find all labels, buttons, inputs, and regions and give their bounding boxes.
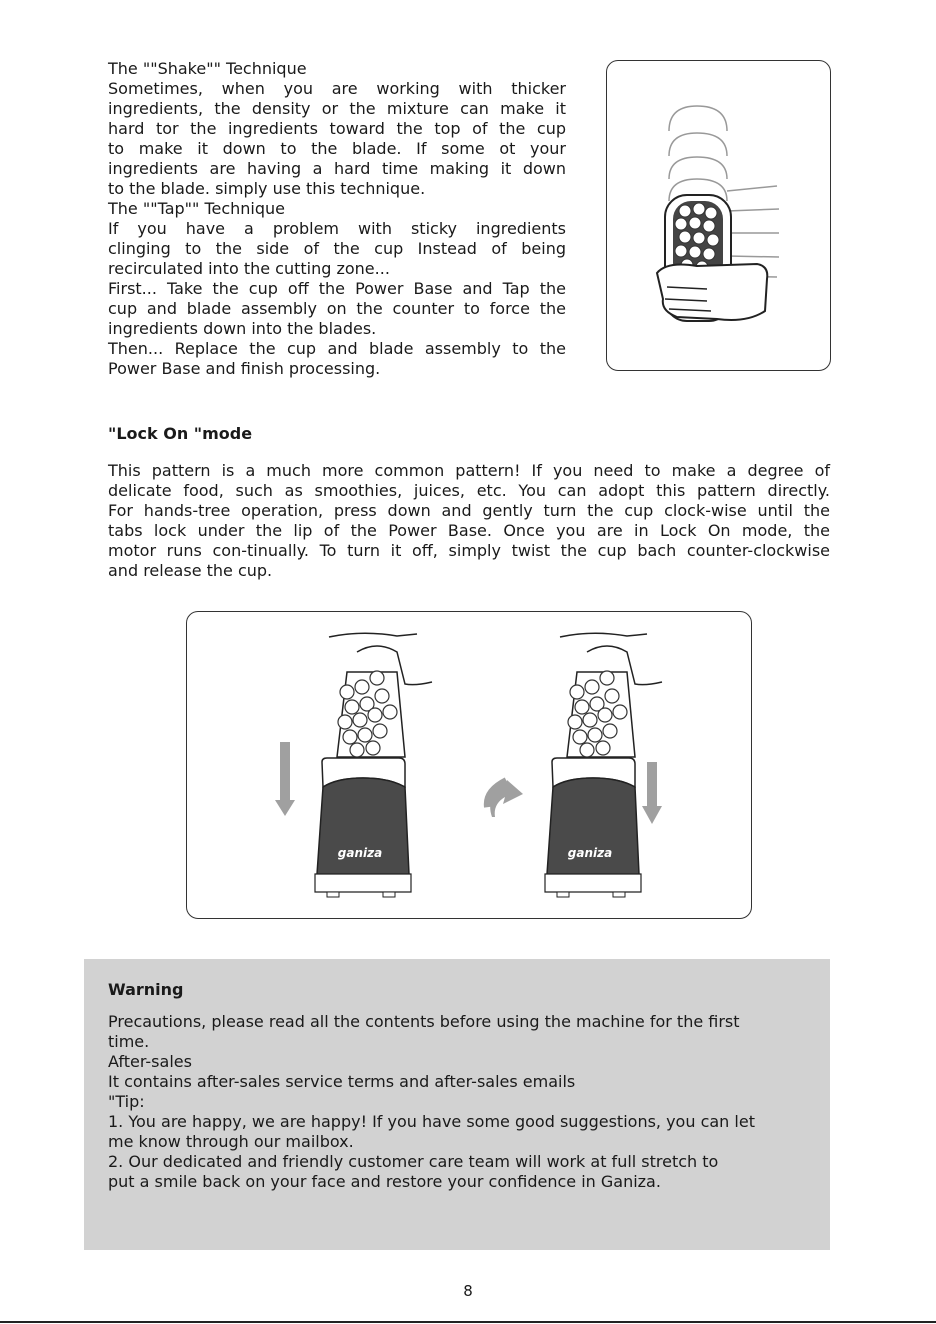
- warning-line: 2. Our dedicated and friendly customer care team will work at full stretch to: [108, 1152, 719, 1171]
- tap-heading: The ""Tap"" Technique: [108, 199, 286, 218]
- down-arrow-left: [275, 742, 295, 816]
- shake-line: ingredients are having a hard time making it down: [108, 159, 566, 178]
- lock-illustration-frame: [186, 611, 752, 919]
- warning-line: "Tip:: [108, 1092, 145, 1111]
- lock-line: tabs lock under the lip of the Power Base. Once you are in Lock On mode, the: [108, 521, 830, 540]
- tap-line: If you have a problem with sticky ingredients: [108, 219, 566, 238]
- blender-left: [315, 633, 432, 897]
- lock-illustration: [187, 612, 751, 918]
- shake-line: Sometimes, when you are working with thicker: [108, 79, 566, 98]
- warning-line: put a smile back on your face and restore your confidence in Ganiza.: [108, 1172, 661, 1191]
- lock-line: For hands-tree operation, press down and gently turn the cup clock-wise until the: [108, 501, 830, 520]
- lock-line: and release the cup.: [108, 561, 273, 580]
- then-label: Then...: [108, 339, 164, 358]
- tap-first-line: First... Take the cup off the Power Base and Tap the: [108, 279, 566, 298]
- rotate-arrow-icon: [489, 780, 523, 817]
- warning-line: me know through our mailbox.: [108, 1132, 354, 1151]
- lock-section: [108, 461, 830, 581]
- shake-line: to make it down to the blade. If some ot your: [108, 139, 566, 158]
- tap-line: clinging to the side of the cup Instead of being: [108, 239, 566, 258]
- warning-line: After-sales: [108, 1052, 192, 1071]
- warning-heading: Warning: [108, 980, 184, 999]
- warning-body: [108, 1012, 818, 1192]
- shake-heading: The ""Shake"" Technique: [108, 59, 307, 78]
- down-arrow-right: [642, 762, 662, 824]
- shake-line: to the blade. simply use this technique.: [108, 179, 426, 198]
- blender-right: [545, 633, 662, 897]
- warning-line: time.: [108, 1032, 150, 1051]
- tap-line: ingredients down into the blades.: [108, 319, 377, 338]
- brand-label: ganiza: [337, 846, 383, 860]
- warning-line: 1. You are happy, we are happy! If you have some good suggestions, you can let: [108, 1112, 755, 1131]
- tap-line: cup and blade assembly on the counter to force the: [108, 299, 566, 318]
- shake-line: ingredients, the density or the mixture can make it: [108, 99, 566, 118]
- brand-label: ganiza: [567, 846, 613, 860]
- lock-line: delicate food, such as smoothies, juices, etc. You can adopt this pattern directly.: [108, 481, 830, 500]
- lock-line: motor runs con-tinually. To turn it off, simply twist the cup bach counter-clockwise: [108, 541, 830, 560]
- first-label: First...: [108, 279, 157, 298]
- lock-line: This pattern is a much more common pattern! If you need to make a degree of: [108, 461, 830, 480]
- bottom-rule: [0, 1321, 936, 1323]
- shake-illustration: [607, 61, 830, 370]
- warning-line: It contains after-sales service terms and after-sales emails: [108, 1072, 576, 1091]
- shake-section: [108, 59, 566, 379]
- tap-then-line: Then... Replace the cup and blade assembly to the: [108, 339, 566, 358]
- warning-line: Precautions, please read all the contents before using the machine for the first: [108, 1012, 740, 1031]
- tap-line: recirculated into the cutting zone...: [108, 259, 390, 278]
- lock-heading: "Lock On "mode: [108, 424, 253, 443]
- tap-line: Power Base and finish processing.: [108, 359, 381, 378]
- page-number: 8: [463, 1282, 473, 1300]
- shake-line: hard tor the ingredients toward the top of the cup: [108, 119, 566, 138]
- shake-illustration-frame: [606, 60, 831, 371]
